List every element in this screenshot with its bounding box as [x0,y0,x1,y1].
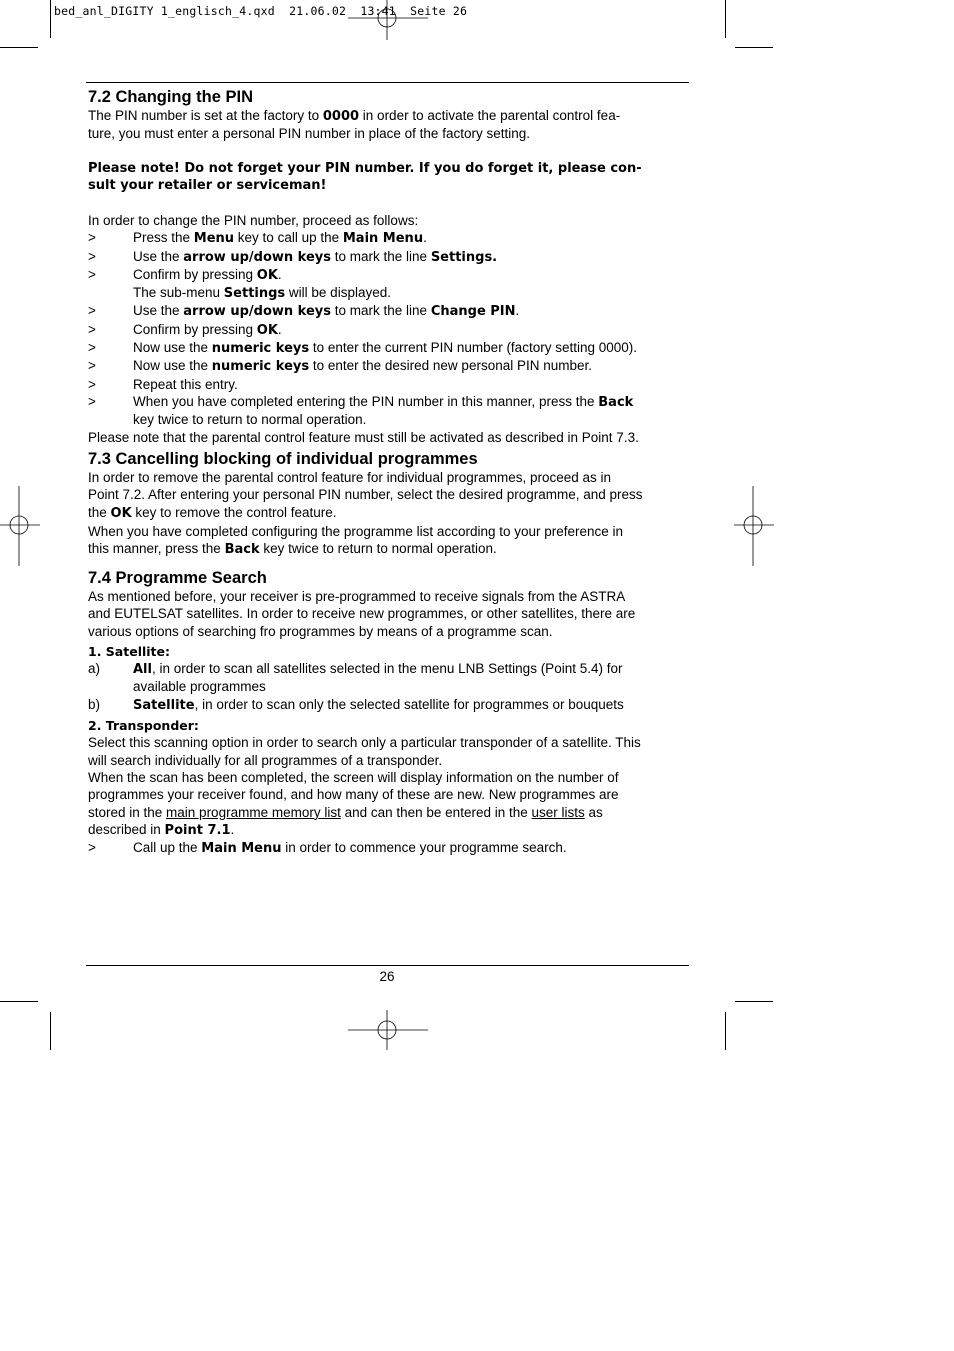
note-line: Please note! Do not forget your PIN number. If you do forget it, please con- [88,161,642,176]
list-item: > When you have completed entering the PIN number in this manner, press the Back key twice to return to normal operation. [88,393,634,428]
list-intro: In order to change the PIN number, proceed as follows: [88,213,419,228]
step-list [88,212,693,446]
paragraph-line: this manner, press the Back key twice to return to normal operation. [88,541,497,558]
list-item: > Now use the numeric keys to enter the desired new personal PIN number. [88,358,593,375]
list-item: > Now use the numeric keys to enter the current PIN number (factory setting 0000). [88,340,638,357]
list-item: b) Satellite, in order to scan only the selected satellite for programmes or bouquets [88,696,624,713]
file-slug: bed_anl_DIGITY 1_englisch_4.qxd 21.06.02 13:41 Seite 26 [54,4,468,18]
header-rule [86,82,689,83]
paragraph-line: When the scan has been completed, the screen will display information on the number of [88,769,619,785]
crop-mark [735,47,773,48]
registration-mark-icon [348,1010,428,1050]
list-item: > Confirm by pressing OK. [88,321,282,338]
paragraph-line: Select this scanning option in order to search only a particular transponder of a satellite. This [88,735,641,751]
list-item: > Repeat this entry. [88,376,238,392]
page-number: 26 [379,969,395,984]
list-item: a) All, in order to scan all satellites selected in the menu LNB Settings (Point 5.4) for available programmes [88,661,623,695]
crop-mark [0,1001,38,1002]
registration-mark-icon [0,486,40,566]
crop-mark [0,47,38,48]
paragraph-line: described in Point 7.1. [88,821,235,838]
section-title: 7.4 Programme Search [88,569,267,587]
section-7-3 [88,450,693,558]
note-line: sult your retailer or serviceman! [88,178,327,194]
crop-mark [725,0,726,38]
paragraph-line: When you have completed configuring the programme list according to your preference in [88,523,624,539]
list-item: > Use the arrow up/down keys to mark the line Settings. [88,248,498,265]
paragraph-line: Point 7.2. After entering your personal PIN number, select the desired programme, and press [88,487,643,503]
section-7-2 [88,88,693,143]
section-title: 7.2 Changing the PIN [88,88,254,106]
subheading: 1. Satellite: [88,643,170,659]
warning-note [88,160,693,195]
paragraph-line: stored in the main programme memory list and can then be entered in the user lists as [88,804,603,820]
crop-mark [725,1012,726,1050]
list-item-continuation: The sub-menu Settings will be displayed. [133,285,391,302]
paragraph-line: will search individually for all programmes of a transponder. [88,752,443,768]
paragraph-line: programmes your receiver found, and how many of these are new. New programmes are [88,787,619,803]
crop-mark [50,0,51,38]
list-item: > Call up the Main Menu in order to commence your programme search. [88,840,567,857]
list-item: > Confirm by pressing OK. [88,266,282,283]
paragraph: ture, you must enter a personal PIN number in place of the factory setting. [88,126,530,142]
paragraph-line: In order to remove the parental control feature for individual programmes, proceed as in [88,470,612,485]
section-7-4 [88,569,693,857]
section-title: 7.3 Cancelling blocking of individual programmes [88,450,478,468]
crop-mark [50,1012,51,1050]
crop-mark [735,1001,773,1002]
list-item: > Press the Menu key to call up the Main Menu. [88,230,427,247]
paragraph-line: various options of searching fro programmes by means of a programme scan. [88,623,553,639]
footer-rule [86,965,689,966]
registration-mark-icon [348,0,428,40]
subheading: 2. Transponder: [88,718,199,734]
list-item: > Use the arrow up/down keys to mark the line Change PIN. [88,303,520,320]
paragraph-line: the OK key to remove the control feature. [88,504,337,521]
paragraph-line: and EUTELSAT satellites. In order to receive new programmes, or other satellites, there are [88,606,636,622]
paragraph: The PIN number is set at the factory to 0000 in order to activate the parental control fea- [88,108,621,124]
registration-mark-icon [734,486,774,566]
paragraph-line: As mentioned before, your receiver is pre-programmed to receive signals from the ASTRA [88,589,626,604]
paragraph: Please note that the parental control feature must still be activated as described in Point 7.3. [88,429,639,445]
